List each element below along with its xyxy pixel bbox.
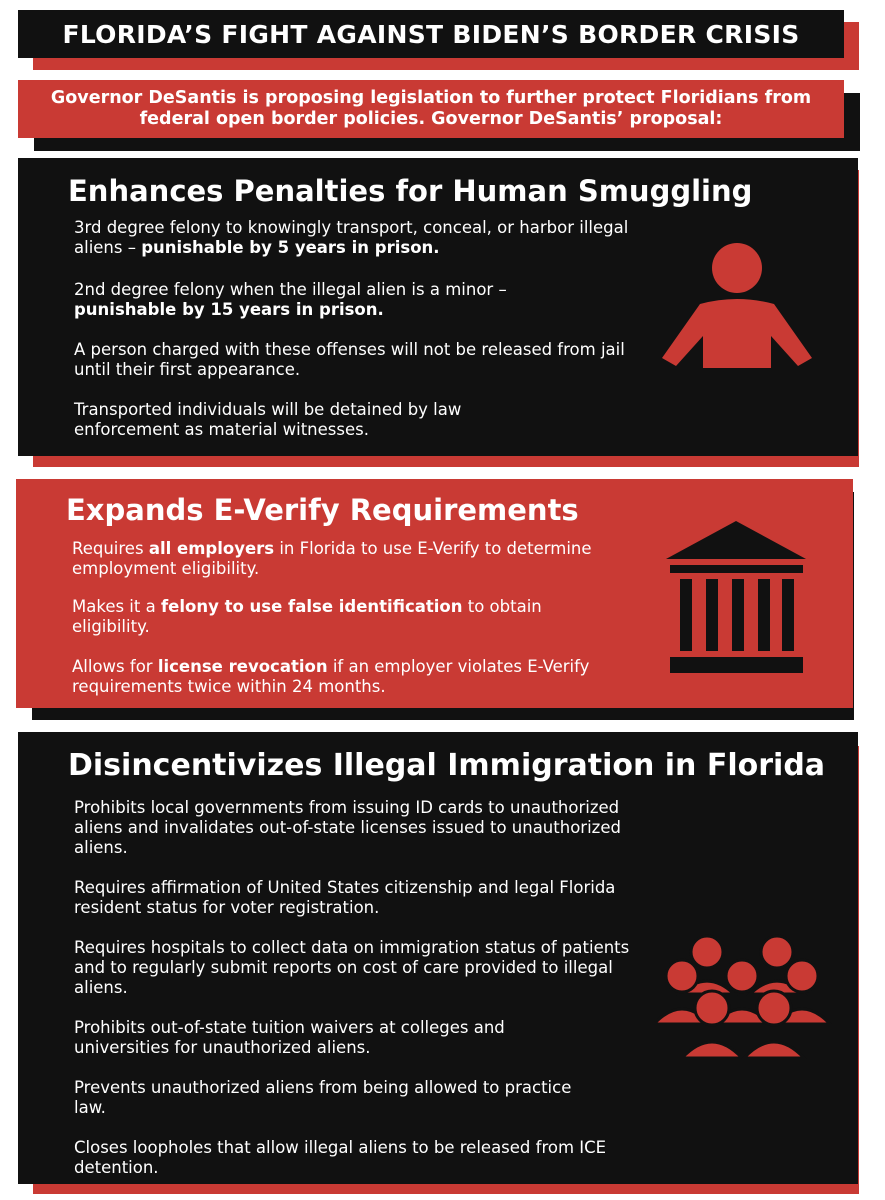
section-heading: Expands E-Verify Requirements (66, 493, 579, 527)
paragraph: Requires affirmation of United States citizenship and legal Florida resident status for voter registration. (74, 878, 616, 917)
paragraph: A person charged with these offenses will not be released from jail until their first appearance. (74, 340, 625, 379)
section-human-smuggling (18, 158, 858, 456)
paragraph (72, 597, 572, 637)
paragraph (74, 218, 634, 258)
paragraph-emphasis: all employers (148, 539, 275, 558)
paragraph: Transported individuals will be detained by law enforcement as material witnesses. (74, 400, 462, 439)
paragraph (72, 657, 612, 697)
paragraph-text: to obtain eligibility. (72, 597, 542, 636)
crowd-icon (652, 932, 832, 1062)
paragraph (74, 280, 594, 320)
paragraph-text: in Florida to use E-Verify to determine employment eligibility. (72, 539, 592, 578)
section-heading: Enhances Penalties for Human Smuggling (68, 174, 753, 208)
paragraph: Closes loopholes that allow illegal aliens to be released from ICE detention. (74, 1138, 607, 1177)
paragraph-emphasis: license revocation (157, 657, 328, 676)
paragraph-emphasis: punishable by 5 years in prison. (141, 238, 440, 257)
paragraph (72, 539, 592, 579)
paragraph-text: Allows for (72, 657, 158, 676)
section-heading: Disincentivizes Illegal Immigration in Florida (68, 748, 826, 783)
person-icon (658, 238, 818, 368)
intro-text: Governor DeSantis is proposing legislation to further protect Floridians from federal open border policies. Governor DeSantis’ proposal: (18, 80, 844, 138)
section-e-verify (16, 479, 853, 708)
paragraph-emphasis: punishable by 15 years in prison. (74, 300, 384, 319)
paragraph-text: Makes it a (72, 597, 161, 616)
paragraph-text: 2nd degree felony when the illegal alien is a minor – (74, 280, 507, 299)
paragraph-text: Requires (72, 539, 149, 558)
page-title: FLORIDA’S FIGHT AGAINST BIDEN’S BORDER CRISIS (18, 10, 844, 58)
paragraph: Requires hospitals to collect data on immigration status of patients and to regularly submit reports on cost of care provided to illegal aliens. (74, 938, 630, 997)
paragraph: Prevents unauthorized aliens from being allowed to practice law. (74, 1078, 572, 1117)
section-disincentivizes (18, 732, 858, 1184)
paragraph-text: 3rd degree felony to knowingly transport, conceal, or harbor illegal aliens – (74, 218, 629, 257)
paragraph-text: if an employer violates E-Verify requirements twice within 24 months. (72, 657, 590, 696)
paragraph-emphasis: felony to use false identification (160, 597, 463, 616)
paragraph: Prohibits local governments from issuing ID cards to unauthorized aliens and invalidates out-of-state licenses issued to unauthorized aliens. (74, 798, 621, 857)
paragraph: Prohibits out-of-state tuition waivers at colleges and universities for unauthorized aliens. (74, 1018, 505, 1057)
government-building-icon (664, 519, 809, 677)
